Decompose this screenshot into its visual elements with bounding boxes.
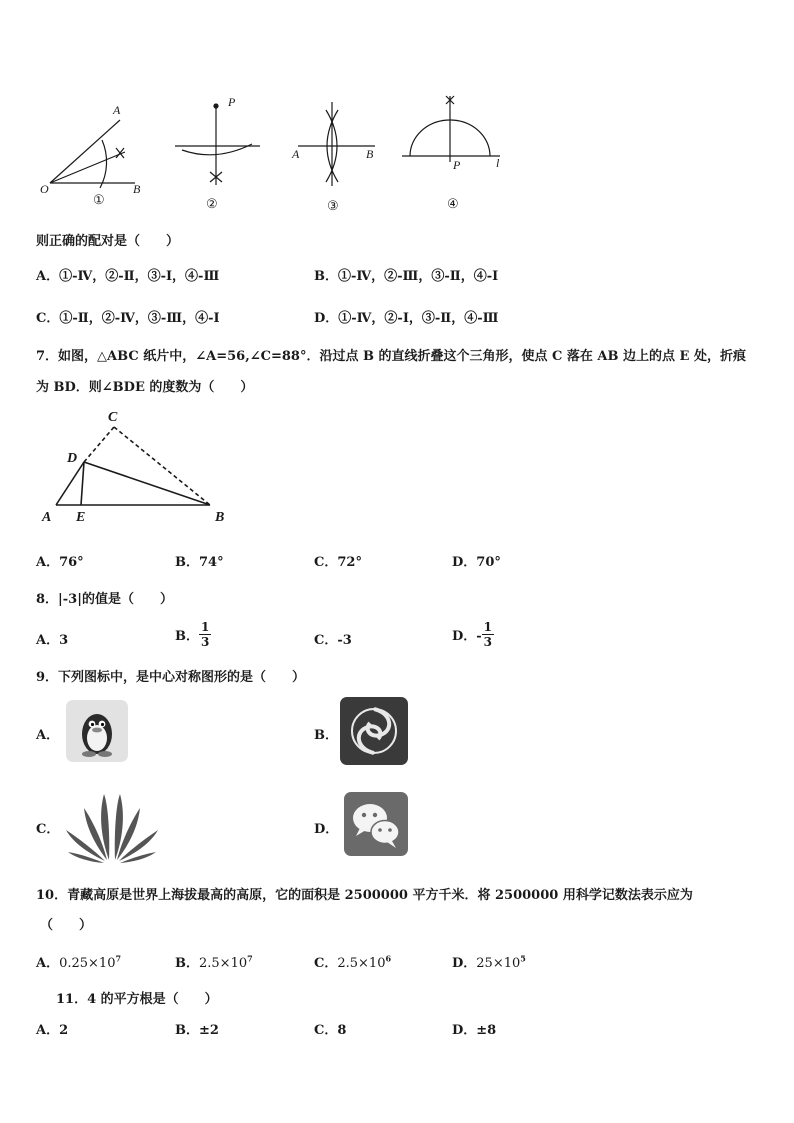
q8-option-d-prefix: D．- xyxy=(452,629,482,644)
q10-a-prefix: A． xyxy=(36,956,60,971)
q11-option-d[interactable]: D．±8 xyxy=(452,1023,497,1038)
tri-label-a: A xyxy=(42,510,52,525)
fig2-label-p: P xyxy=(228,95,236,109)
q8-d-denominator: 3 xyxy=(483,635,493,649)
q8-b-denominator: 3 xyxy=(201,635,210,649)
q8-prompt: 8．|-3|的值是（ ） xyxy=(36,592,173,607)
q10-c-prefix: C． xyxy=(314,956,338,971)
q10-c-base: 2.5×10 xyxy=(337,956,386,971)
figure-4 xyxy=(402,96,500,162)
q7-option-b[interactable]: B．74° xyxy=(175,555,224,570)
q10-question-line2: （ ） xyxy=(40,918,93,933)
chat-bubbles-icon[interactable] xyxy=(344,792,408,856)
q11-option-b[interactable]: B．±2 xyxy=(175,1023,219,1038)
flower-petal-logo-icon[interactable] xyxy=(62,786,162,864)
q6-option-b[interactable]: B．①-Ⅳ，②-Ⅲ，③-Ⅱ，④-Ⅰ xyxy=(314,269,499,284)
q10-option-b[interactable] xyxy=(175,952,253,971)
q7-option-c[interactable]: C．72° xyxy=(314,555,362,570)
tri-label-b: B xyxy=(215,510,225,525)
q9-option-c-label[interactable]: C． xyxy=(36,822,60,837)
q10-a-base: 0.25×10 xyxy=(59,956,116,971)
fig3-label-a: A xyxy=(292,147,300,161)
swirl-logo-icon[interactable] xyxy=(340,697,408,765)
fig1-label-o: O xyxy=(40,182,49,196)
q10-d-exp: 5 xyxy=(520,953,526,964)
fig1-caption: ① xyxy=(93,192,105,207)
fig1-label-b: B xyxy=(133,182,141,196)
q9-option-b-label[interactable]: B． xyxy=(314,728,338,743)
triangle-figure xyxy=(36,405,236,515)
q6-option-d[interactable]: D．①-Ⅳ，②-Ⅰ，③-Ⅱ，④-Ⅲ xyxy=(314,311,499,326)
tri-label-c: C xyxy=(108,410,118,425)
q10-option-d[interactable] xyxy=(452,952,526,971)
fig3-label-b: B xyxy=(366,147,374,161)
q10-b-prefix: B． xyxy=(175,956,199,971)
q10-c-exp: 6 xyxy=(385,953,392,964)
q8-option-d[interactable] xyxy=(452,620,494,649)
q10-question-line1: 10．青藏高原是世界上海拔最高的高原，它的面积是 2500000 平方千米．将 2500000 用科学记数法表示应为 xyxy=(36,888,693,903)
figure-2 xyxy=(175,104,260,185)
q10-d-prefix: D． xyxy=(452,956,477,971)
q11-option-c[interactable]: C．8 xyxy=(314,1023,347,1038)
q8-b-numerator: 1 xyxy=(201,620,210,634)
q9-option-a-label[interactable]: A． xyxy=(36,728,60,743)
q6-option-a[interactable]: A．①-Ⅳ，②-Ⅱ，③-Ⅰ，④-Ⅲ xyxy=(36,269,220,284)
q10-b-exp: 7 xyxy=(247,953,253,964)
q7-question-line2: 为 BD．则∠BDE 的度数为（ ） xyxy=(36,380,254,395)
fig1-label-a: A xyxy=(113,103,121,117)
q8-option-c[interactable]: C．-3 xyxy=(314,633,352,648)
fig3-caption: ③ xyxy=(327,198,339,213)
q9-prompt: 9．下列图标中，是中心对称图形的是（ ） xyxy=(36,670,306,685)
q7-option-d[interactable]: D．70° xyxy=(452,555,501,570)
tri-label-e: E xyxy=(76,510,86,525)
q8-option-b-prefix: B． xyxy=(175,629,199,644)
q11-prompt: 11．4 的平方根是（ ） xyxy=(56,992,218,1007)
q7-question-line1: 7．如图，△ABC 纸片中，∠A=56,∠C=88°．沿过点 B 的直线折叠这个三角形，使点 C 落在 AB 边上的点 E 处，折痕 xyxy=(36,349,746,364)
q8-option-b-fraction xyxy=(199,620,211,649)
q10-b-base: 2.5×10 xyxy=(199,956,248,971)
fig4-label-p: P xyxy=(453,158,461,172)
q10-option-a[interactable] xyxy=(36,952,121,971)
q8-option-d-fraction xyxy=(482,620,494,649)
q10-d-base: 25×10 xyxy=(476,956,521,971)
q10-option-c[interactable] xyxy=(314,952,391,971)
q6-option-c[interactable]: C．①-Ⅱ，②-Ⅳ，③-Ⅲ，④-Ⅰ xyxy=(36,311,220,326)
q7-option-a[interactable]: A．76° xyxy=(36,555,84,570)
q8-option-a[interactable]: A．3 xyxy=(36,633,69,648)
q8-option-b[interactable] xyxy=(175,620,211,649)
q6-prompt: 则正确的配对是（ ） xyxy=(36,234,180,249)
q11-option-a[interactable]: A．2 xyxy=(36,1023,69,1038)
fig4-label-l: l xyxy=(496,156,500,170)
q10-a-exp: 7 xyxy=(115,953,122,964)
figure-3 xyxy=(298,102,375,186)
penguin-icon[interactable] xyxy=(66,700,128,762)
fig4-caption: ④ xyxy=(447,196,459,211)
q8-d-numerator: 1 xyxy=(483,620,493,634)
tri-label-d: D xyxy=(67,451,78,466)
q9-option-d-label[interactable]: D． xyxy=(314,822,339,837)
figure-1 xyxy=(50,120,135,188)
fig2-caption: ② xyxy=(206,196,218,211)
